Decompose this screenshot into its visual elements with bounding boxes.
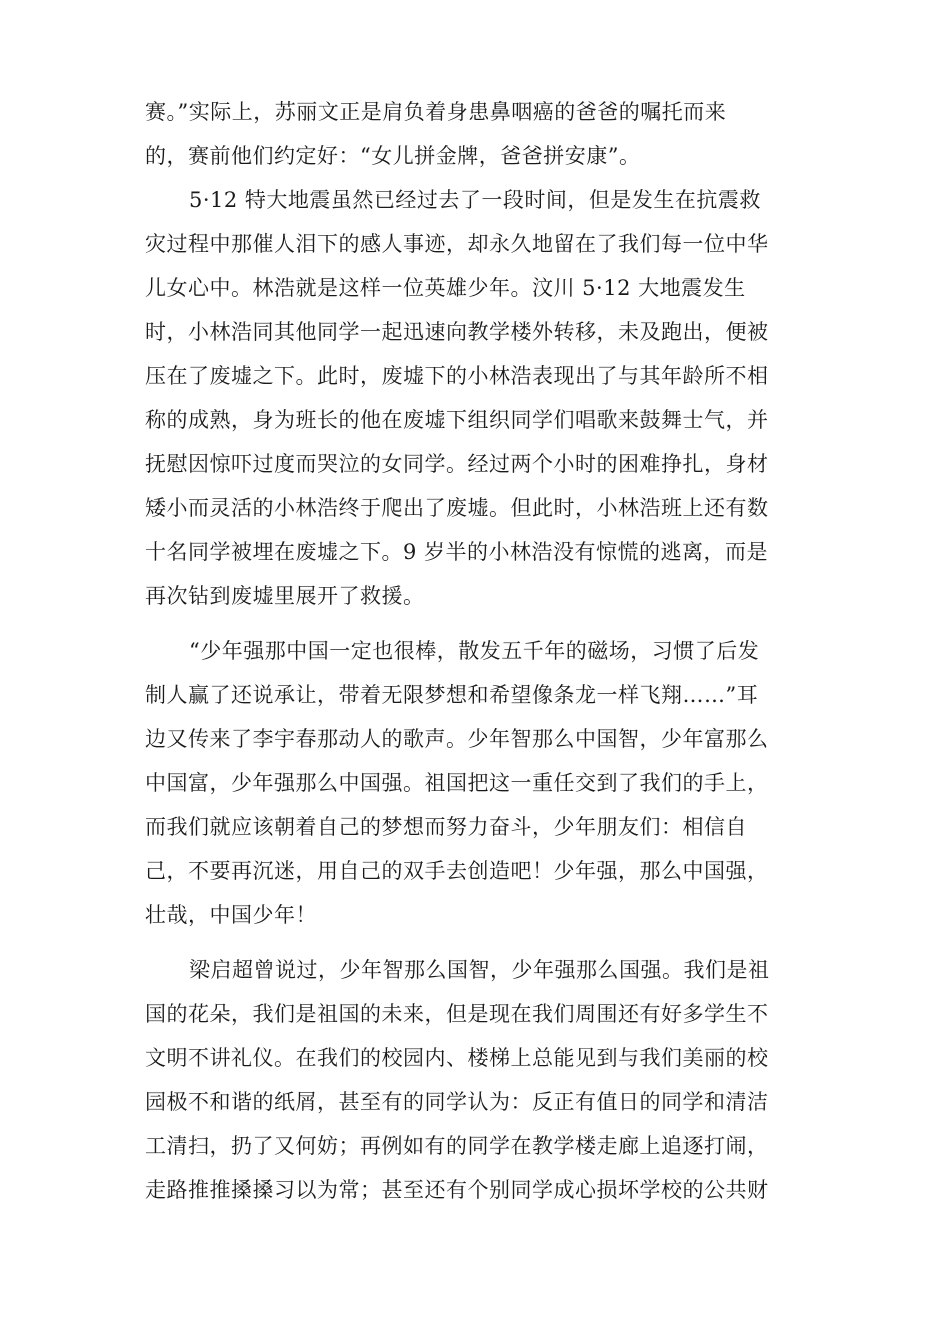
text-line: 中国富，少年强那么中国强。祖国把这一重任交到了我们的手上，: [145, 771, 769, 795]
text-line: 己，不要再沉迷，用自己的双手去创造吧！少年强，那么中国强，: [145, 859, 769, 883]
text-line: 灾过程中那催人泪下的感人事迹，却永久地留在了我们每一位中华: [145, 232, 769, 256]
text-line: 赛。”实际上，苏丽文正是肩负着身患鼻咽癌的爸爸的嘱托而来: [145, 100, 727, 124]
text-line: 国的花朵，我们是祖国的未来，但是现在我们周围还有好多学生不: [145, 1002, 769, 1026]
text-line: 压在了废墟之下。此时，废墟下的小林浩表现出了与其年龄所不相: [145, 364, 769, 388]
text-line: 梁启超曾说过，少年智那么国智，少年强那么国强。我们是祖: [189, 958, 770, 982]
text-line: 5·12 特大地震虽然已经过去了一段时间，但是发生在抗震救: [189, 188, 761, 212]
text-line: 制人赢了还说承让，带着无限梦想和希望像条龙一样飞翔……”耳: [145, 683, 759, 707]
text-line: 矮小而灵活的小林浩终于爬出了废墟。但此时，小林浩班上还有数: [145, 496, 769, 520]
text-line: 工清扫，扔了又何妨；再例如有的同学在教学楼走廊上追逐打闹，: [145, 1134, 769, 1158]
text-line: 的，赛前他们约定好：“女儿拼金牌，爸爸拼安康”。: [145, 144, 641, 168]
text-line: 称的成熟，身为班长的他在废墟下组织同学们唱歌来鼓舞士气，并: [145, 408, 769, 432]
text-line: 时，小林浩同其他同学一起迅速向教学楼外转移，未及跑出，便被: [145, 320, 769, 344]
text-line: 儿女心中。林浩就是这样一位英雄少年。汶川 5·12 大地震发生: [145, 276, 746, 300]
text-line: 抚慰因惊吓过度而哭泣的女同学。经过两个小时的困难挣扎，身材: [145, 452, 769, 476]
text-line: 边又传来了李宇春那动人的歌声。少年智那么中国智，少年富那么: [145, 727, 769, 751]
document-body: [145, 90, 805, 1212]
text-line: 壮哉，中国少年！: [145, 903, 317, 927]
text-line: “少年强那中国一定也很棒，散发五千年的磁场，习惯了后发: [189, 639, 760, 663]
text-line: 而我们就应该朝着自己的梦想而努力奋斗，少年朋友们：相信自: [145, 815, 747, 839]
text-line: 十名同学被埋在废墟之下。9 岁半的小林浩没有惊慌的逃离，而是: [145, 540, 769, 564]
text-line: 走路推推搡搡习以为常；甚至还有个别同学成心损坏学校的公共财: [145, 1178, 769, 1202]
text-line: 文明不讲礼仪。在我们的校园内、楼梯上总能见到与我们美丽的校: [145, 1046, 769, 1070]
text-line: 园极不和谐的纸屑，甚至有的同学认为：反正有值日的同学和清洁: [145, 1090, 769, 1114]
text-line: 再次钻到废墟里展开了救援。: [145, 584, 425, 608]
